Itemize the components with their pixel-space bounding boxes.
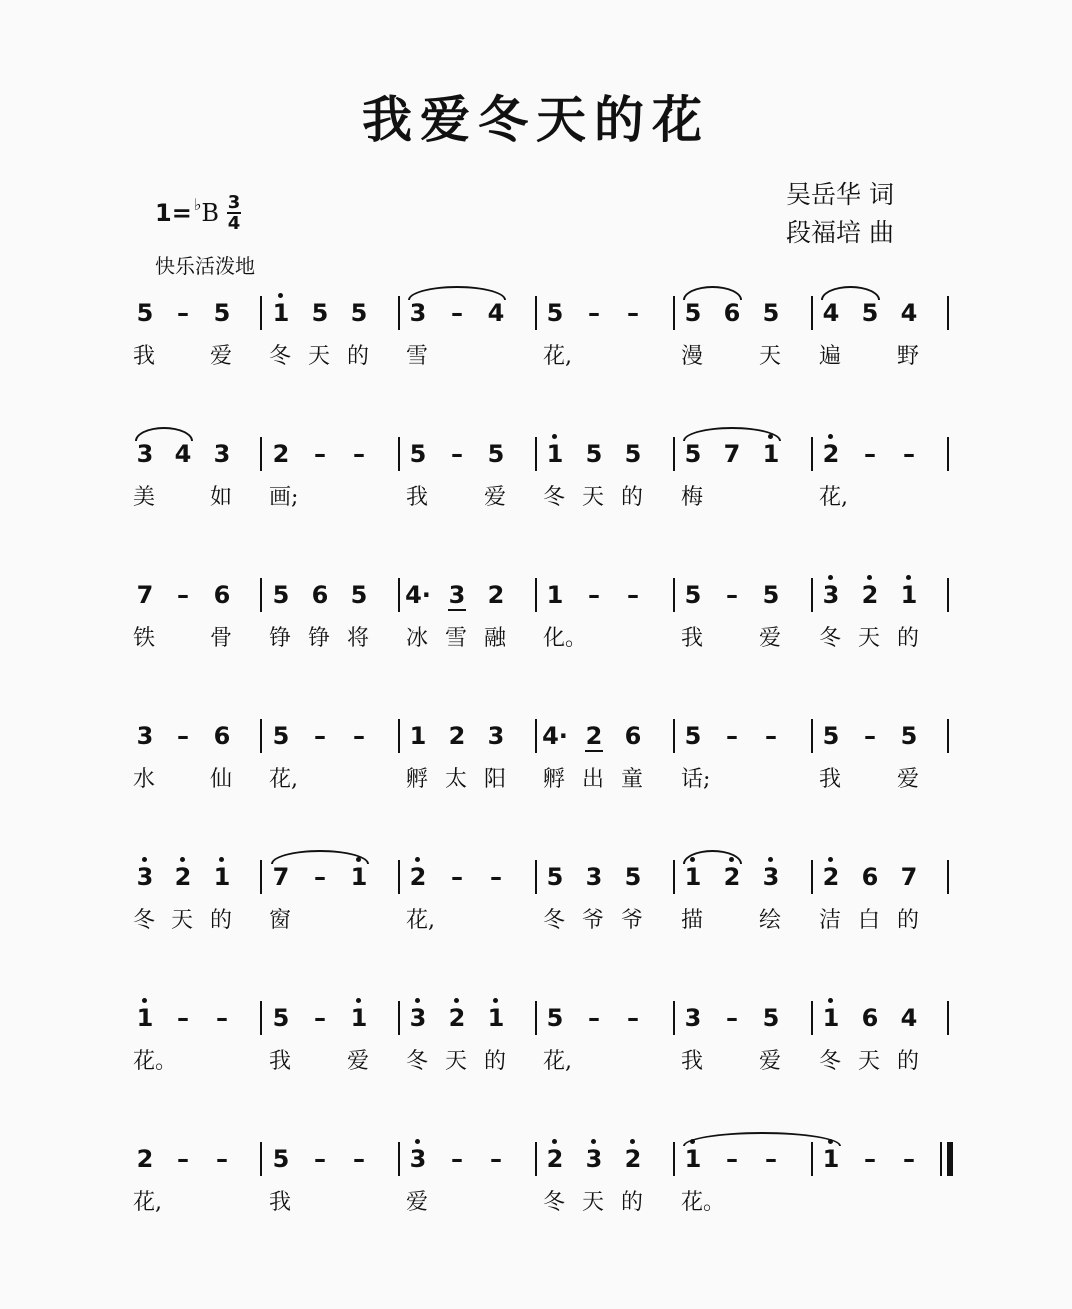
note: 5 bbox=[822, 722, 840, 750]
note: 5 bbox=[272, 1004, 290, 1032]
lyric-syllable: 天 bbox=[858, 626, 881, 651]
note: 3 bbox=[448, 581, 466, 609]
note: 1 bbox=[213, 863, 231, 891]
note: 5 bbox=[762, 299, 780, 327]
lyric-syllable: 爱 bbox=[897, 767, 920, 792]
lyric-syllable: 冬 bbox=[406, 1049, 429, 1074]
note: – bbox=[177, 722, 189, 750]
lyric-syllable: 冬 bbox=[819, 626, 842, 651]
final-bar-line-thin bbox=[940, 1142, 942, 1176]
note: 6 bbox=[861, 1004, 879, 1032]
note: 5 bbox=[487, 440, 505, 468]
note: 2 bbox=[174, 863, 192, 891]
note: – bbox=[314, 722, 326, 750]
note: 5 bbox=[624, 440, 642, 468]
key-prefix: 1= bbox=[155, 199, 192, 227]
high-octave-dot bbox=[591, 1139, 596, 1144]
bar-line bbox=[947, 1142, 953, 1176]
note: 7 bbox=[900, 863, 918, 891]
note: 1 bbox=[350, 863, 368, 891]
note: – bbox=[314, 1004, 326, 1032]
lyric-syllable: 我 bbox=[681, 1049, 704, 1074]
lyric-syllable: 冬 bbox=[269, 344, 292, 369]
lyric-syllable: 冬 bbox=[133, 908, 156, 933]
note: 5 bbox=[136, 299, 154, 327]
lyric-syllable: 我 bbox=[681, 626, 704, 651]
note: 1 bbox=[546, 581, 564, 609]
note: 5 bbox=[684, 440, 702, 468]
bar-line bbox=[947, 719, 949, 753]
note: 5 bbox=[861, 299, 879, 327]
lyric-syllable: 我 bbox=[406, 485, 429, 510]
note: 4 bbox=[822, 299, 840, 327]
note: 1 bbox=[409, 722, 427, 750]
note: 6 bbox=[213, 722, 231, 750]
high-octave-dot bbox=[142, 998, 147, 1003]
bar-line bbox=[947, 437, 949, 471]
note: 5 bbox=[213, 299, 231, 327]
lyric-syllable: 冬 bbox=[543, 1190, 566, 1215]
note: – bbox=[903, 1145, 915, 1173]
time-signature-bottom: 4 bbox=[227, 213, 241, 234]
lyric-syllable: 爱 bbox=[210, 344, 233, 369]
lyric-syllable: 的 bbox=[897, 908, 920, 933]
lyric-syllable: 爷 bbox=[621, 908, 644, 933]
lyric-syllable: 的 bbox=[484, 1049, 507, 1074]
note: – bbox=[726, 1145, 738, 1173]
note: – bbox=[864, 1145, 876, 1173]
lyric-syllable: 天 bbox=[582, 485, 605, 510]
lyric-syllable: 花, bbox=[269, 767, 298, 792]
note: 3 bbox=[409, 1004, 427, 1032]
lyric-syllable: 铮 bbox=[308, 626, 331, 651]
note: 5 bbox=[624, 863, 642, 891]
note: – bbox=[765, 1145, 777, 1173]
note: 3 bbox=[136, 863, 154, 891]
note: 6 bbox=[723, 299, 741, 327]
eighth-note-underline bbox=[585, 750, 603, 752]
lyric-syllable: 孵 bbox=[543, 767, 566, 792]
note: 5 bbox=[762, 581, 780, 609]
lyric-syllable: 梅 bbox=[681, 485, 704, 510]
lyric-syllable: 野 bbox=[897, 344, 920, 369]
high-octave-dot bbox=[219, 857, 224, 862]
note: 1 bbox=[822, 1145, 840, 1173]
note: 5 bbox=[272, 581, 290, 609]
bar-line bbox=[947, 578, 949, 612]
note: 2 bbox=[136, 1145, 154, 1173]
lyric-syllable: 的 bbox=[621, 485, 644, 510]
note: 1 bbox=[900, 581, 918, 609]
lyric-syllable: 雪 bbox=[406, 344, 429, 369]
note: – bbox=[903, 440, 915, 468]
lyric-syllable: 的 bbox=[897, 626, 920, 651]
lyric-syllable: 冬 bbox=[543, 485, 566, 510]
note: 7 bbox=[272, 863, 290, 891]
lyric-syllable: 花, bbox=[819, 485, 848, 510]
note: 1 bbox=[684, 1145, 702, 1173]
tie-arc bbox=[683, 1132, 841, 1146]
note: 4 bbox=[487, 299, 505, 327]
high-octave-dot bbox=[828, 434, 833, 439]
lyric-syllable: 的 bbox=[347, 344, 370, 369]
note: – bbox=[314, 863, 326, 891]
note: 1 bbox=[822, 1004, 840, 1032]
lyric-syllable: 将 bbox=[347, 626, 370, 651]
note: – bbox=[216, 1004, 228, 1032]
note: 5 bbox=[684, 722, 702, 750]
note: 5 bbox=[272, 1145, 290, 1173]
lyric-syllable: 冬 bbox=[543, 908, 566, 933]
lyric-syllable: 天 bbox=[171, 908, 194, 933]
high-octave-dot bbox=[278, 293, 283, 298]
note: – bbox=[314, 1145, 326, 1173]
high-octave-dot bbox=[415, 857, 420, 862]
note: 6 bbox=[624, 722, 642, 750]
lyric-syllable: 爱 bbox=[347, 1049, 370, 1074]
lyric-syllable: 天 bbox=[445, 1049, 468, 1074]
note: – bbox=[588, 1004, 600, 1032]
note: 5 bbox=[546, 299, 564, 327]
note: – bbox=[451, 440, 463, 468]
note: 3 bbox=[585, 1145, 603, 1173]
lyric-syllable: 的 bbox=[210, 908, 233, 933]
note: 1 bbox=[762, 440, 780, 468]
note: 2 bbox=[448, 1004, 466, 1032]
note: 5 bbox=[900, 722, 918, 750]
note: 5 bbox=[762, 1004, 780, 1032]
note: – bbox=[627, 299, 639, 327]
lyric-syllable: 冬 bbox=[819, 1049, 842, 1074]
note: 2 bbox=[723, 863, 741, 891]
lyric-syllable: 爱 bbox=[484, 485, 507, 510]
lyric-syllable: 我 bbox=[269, 1190, 292, 1215]
note: 2 bbox=[585, 722, 603, 750]
note: – bbox=[216, 1145, 228, 1173]
lyric-syllable: 花, bbox=[543, 344, 572, 369]
note: – bbox=[177, 581, 189, 609]
note: 2 bbox=[822, 440, 840, 468]
note: – bbox=[177, 299, 189, 327]
lyric-syllable: 太 bbox=[445, 767, 468, 792]
tempo-marking: 快乐活泼地 bbox=[155, 254, 255, 278]
lyric-syllable: 绘 bbox=[759, 908, 782, 933]
note: – bbox=[627, 581, 639, 609]
high-octave-dot bbox=[828, 998, 833, 1003]
note: 5 bbox=[350, 581, 368, 609]
tie-arc bbox=[683, 427, 781, 441]
high-octave-dot bbox=[828, 575, 833, 580]
note: 2 bbox=[448, 722, 466, 750]
lyric-syllable: 童 bbox=[621, 767, 644, 792]
note: 3 bbox=[762, 863, 780, 891]
note: 5 bbox=[311, 299, 329, 327]
high-octave-dot bbox=[768, 857, 773, 862]
high-octave-dot bbox=[828, 857, 833, 862]
lyric-syllable: 铮 bbox=[269, 626, 292, 651]
note: 2 bbox=[487, 581, 505, 609]
eighth-note-underline bbox=[448, 609, 466, 611]
lyricist-credit: 吴岳华 词 bbox=[786, 180, 894, 209]
note: – bbox=[451, 863, 463, 891]
lyric-syllable: 花, bbox=[406, 908, 435, 933]
note: 2 bbox=[861, 581, 879, 609]
high-octave-dot bbox=[493, 998, 498, 1003]
key-letter: B bbox=[201, 199, 219, 227]
key-signature bbox=[155, 194, 241, 232]
note: 5 bbox=[350, 299, 368, 327]
tie-arc bbox=[683, 850, 742, 864]
high-octave-dot bbox=[142, 857, 147, 862]
high-octave-dot bbox=[552, 1139, 557, 1144]
high-octave-dot bbox=[906, 575, 911, 580]
note: – bbox=[765, 722, 777, 750]
note: 4 bbox=[900, 299, 918, 327]
note: 1 bbox=[136, 1004, 154, 1032]
note: 4 bbox=[174, 440, 192, 468]
note: – bbox=[451, 1145, 463, 1173]
lyric-syllable: 我 bbox=[133, 344, 156, 369]
high-octave-dot bbox=[552, 434, 557, 439]
lyric-syllable: 漫 bbox=[681, 344, 704, 369]
note: 4· bbox=[542, 722, 568, 750]
note: – bbox=[627, 1004, 639, 1032]
high-octave-dot bbox=[454, 998, 459, 1003]
note: 5 bbox=[272, 722, 290, 750]
note: 5 bbox=[409, 440, 427, 468]
lyric-syllable: 窗 bbox=[269, 908, 292, 933]
note: 1 bbox=[546, 440, 564, 468]
note: 1 bbox=[272, 299, 290, 327]
note: 3 bbox=[684, 1004, 702, 1032]
tie-arc bbox=[821, 286, 880, 300]
lyric-syllable: 骨 bbox=[210, 626, 233, 651]
lyric-syllable: 天 bbox=[858, 1049, 881, 1074]
tie-arc bbox=[135, 427, 193, 441]
time-signature-top: 3 bbox=[227, 192, 241, 213]
note: 5 bbox=[684, 581, 702, 609]
song-title: 我爱冬天的花 bbox=[362, 90, 710, 149]
high-octave-dot bbox=[630, 1139, 635, 1144]
bar-line bbox=[947, 860, 949, 894]
note: 3 bbox=[136, 722, 154, 750]
high-octave-dot bbox=[180, 857, 185, 862]
note: 6 bbox=[311, 581, 329, 609]
note: – bbox=[864, 440, 876, 468]
lyric-syllable: 出 bbox=[582, 767, 605, 792]
lyric-syllable: 水 bbox=[133, 767, 156, 792]
note: – bbox=[177, 1004, 189, 1032]
note: 1 bbox=[487, 1004, 505, 1032]
note: 2 bbox=[409, 863, 427, 891]
note: 3 bbox=[409, 299, 427, 327]
note: 7 bbox=[136, 581, 154, 609]
high-octave-dot bbox=[867, 575, 872, 580]
high-octave-dot bbox=[415, 1139, 420, 1144]
note: – bbox=[726, 1004, 738, 1032]
note: 3 bbox=[487, 722, 505, 750]
note: – bbox=[177, 1145, 189, 1173]
lyric-syllable: 花。 bbox=[133, 1049, 178, 1074]
note: 3 bbox=[822, 581, 840, 609]
composer-credit: 段福培 曲 bbox=[786, 218, 894, 247]
note: – bbox=[726, 581, 738, 609]
note: 3 bbox=[213, 440, 231, 468]
lyric-syllable: 画; bbox=[269, 485, 299, 510]
lyric-syllable: 花, bbox=[133, 1190, 162, 1215]
note: – bbox=[353, 1145, 365, 1173]
note: 6 bbox=[213, 581, 231, 609]
lyric-syllable: 冰 bbox=[406, 626, 429, 651]
high-octave-dot bbox=[356, 998, 361, 1003]
flat-symbol: ♭ bbox=[193, 194, 202, 214]
lyric-syllable: 爱 bbox=[759, 1049, 782, 1074]
note: 2 bbox=[624, 1145, 642, 1173]
note: 1 bbox=[350, 1004, 368, 1032]
note: – bbox=[490, 863, 502, 891]
lyric-syllable: 天 bbox=[582, 1190, 605, 1215]
note: 4· bbox=[405, 581, 431, 609]
note: – bbox=[864, 722, 876, 750]
lyric-syllable: 话; bbox=[681, 767, 711, 792]
note: 5 bbox=[546, 1004, 564, 1032]
time-signature bbox=[227, 194, 241, 232]
note: 3 bbox=[409, 1145, 427, 1173]
note: – bbox=[451, 299, 463, 327]
lyric-syllable: 爱 bbox=[759, 626, 782, 651]
lyric-syllable: 洁 bbox=[819, 908, 842, 933]
note: – bbox=[588, 581, 600, 609]
lyric-syllable: 铁 bbox=[133, 626, 156, 651]
lyric-syllable: 雪 bbox=[445, 626, 468, 651]
note: 5 bbox=[684, 299, 702, 327]
lyric-syllable: 爷 bbox=[582, 908, 605, 933]
lyric-syllable: 天 bbox=[759, 344, 782, 369]
lyric-syllable: 孵 bbox=[406, 767, 429, 792]
bar-line bbox=[947, 296, 949, 330]
lyric-syllable: 化。 bbox=[543, 626, 588, 651]
lyric-syllable: 我 bbox=[819, 767, 842, 792]
lyric-syllable: 阳 bbox=[484, 767, 507, 792]
note: 2 bbox=[272, 440, 290, 468]
lyric-syllable: 爱 bbox=[406, 1190, 429, 1215]
note: 1 bbox=[684, 863, 702, 891]
note: – bbox=[353, 722, 365, 750]
lyric-syllable: 白 bbox=[858, 908, 881, 933]
lyric-syllable: 的 bbox=[897, 1049, 920, 1074]
note: – bbox=[726, 722, 738, 750]
lyric-syllable: 花。 bbox=[681, 1190, 726, 1215]
note: 7 bbox=[723, 440, 741, 468]
note: – bbox=[314, 440, 326, 468]
tie-arc bbox=[271, 850, 369, 864]
note: 3 bbox=[136, 440, 154, 468]
note: – bbox=[353, 440, 365, 468]
tie-arc bbox=[683, 286, 742, 300]
lyric-syllable: 仙 bbox=[210, 767, 233, 792]
lyric-syllable: 描 bbox=[681, 908, 704, 933]
high-octave-dot bbox=[415, 998, 420, 1003]
note: – bbox=[588, 299, 600, 327]
lyric-syllable: 我 bbox=[269, 1049, 292, 1074]
note: 2 bbox=[822, 863, 840, 891]
note: 6 bbox=[861, 863, 879, 891]
lyric-syllable: 天 bbox=[308, 344, 331, 369]
lyric-syllable: 如 bbox=[210, 485, 233, 510]
note: 5 bbox=[546, 863, 564, 891]
bar-line bbox=[947, 1001, 949, 1035]
credits bbox=[786, 176, 894, 252]
note: 4 bbox=[900, 1004, 918, 1032]
note: – bbox=[490, 1145, 502, 1173]
lyric-syllable: 遍 bbox=[819, 344, 842, 369]
lyric-syllable: 美 bbox=[133, 485, 156, 510]
note: 3 bbox=[585, 863, 603, 891]
tie-arc bbox=[408, 286, 506, 300]
lyric-syllable: 花, bbox=[543, 1049, 572, 1074]
note: 5 bbox=[585, 440, 603, 468]
lyric-syllable: 融 bbox=[484, 626, 507, 651]
note: 2 bbox=[546, 1145, 564, 1173]
lyric-syllable: 的 bbox=[621, 1190, 644, 1215]
